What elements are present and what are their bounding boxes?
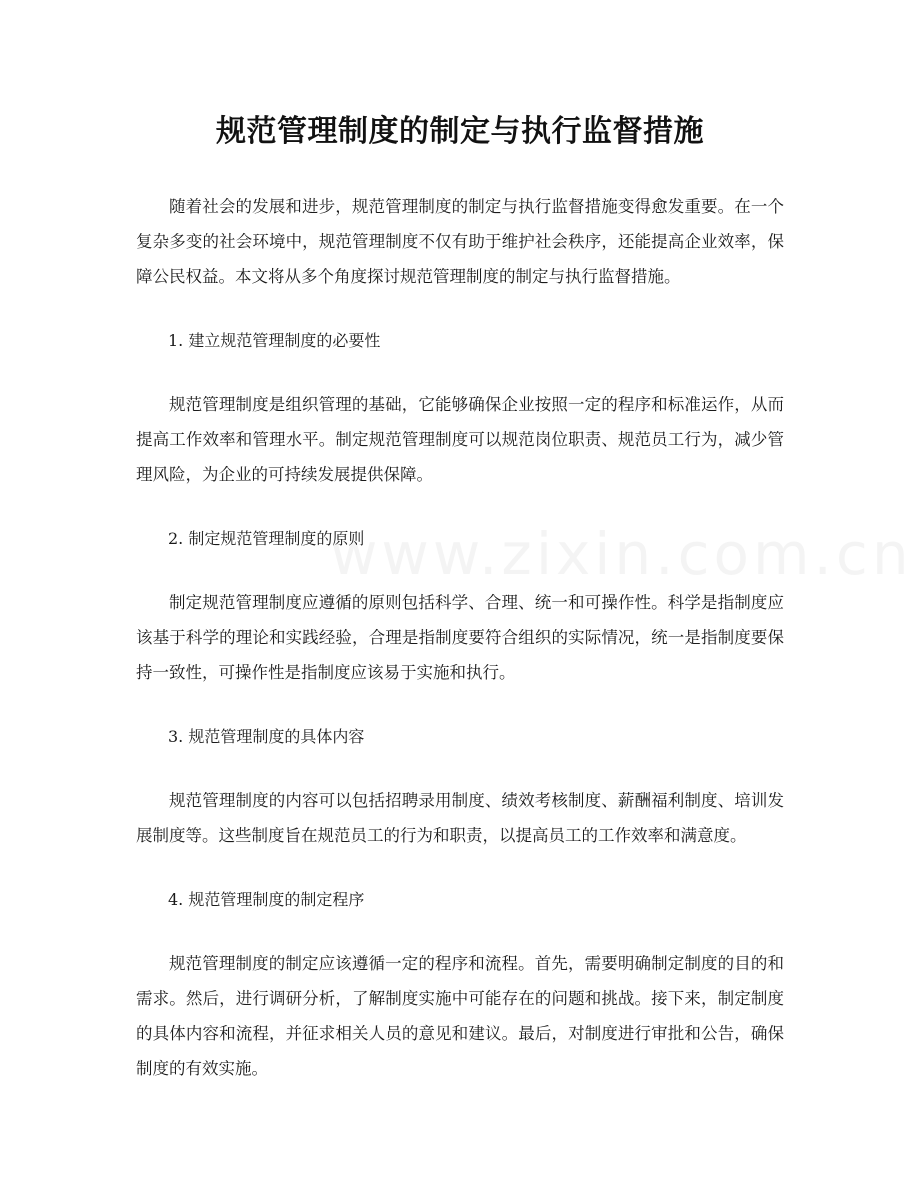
- section-body-2: 制定规范管理制度应遵循的原则包括科学、合理、统一和可操作性。科学是指制度应该基于科学的理论和实践经验，合理是指制度要符合组织的实际情况，统一是指制度要保持一致性，可操作性是指制度应该易于实施和执行。: [136, 593, 784, 682]
- section-body-3: 规范管理制度的内容可以包括招聘录用制度、绩效考核制度、薪酬福利制度、培训发展制度等。这些制度旨在规范员工的行为和职责，以提高员工的工作效率和满意度。: [136, 791, 784, 845]
- section-heading-4: 4. 规范管理制度的制定程序: [168, 890, 365, 909]
- section-body-4: 规范管理制度的制定应该遵循一定的程序和流程。首先，需要明确制定制度的目的和需求。然后，进行调研分析，了解制度实施中可能存在的问题和挑战。接下来，制定制度的具体内容和流程，并征求相关人员的意见和建议。最后，对制度进行审批和公告，确保制度的有效实施。: [136, 954, 784, 1078]
- watermark: www.zixin.com.cn: [330, 520, 913, 588]
- document-title: 规范管理制度的制定与执行监督措施: [216, 114, 704, 149]
- section-heading-2: 2. 制定规范管理制度的原则: [168, 529, 365, 548]
- document-page: [136, 104, 784, 1086]
- section-heading-1: 1. 建立规范管理制度的必要性: [168, 331, 381, 350]
- section-heading-3: 3. 规范管理制度的具体内容: [168, 727, 365, 746]
- intro-paragraph: 随着社会的发展和进步，规范管理制度的制定与执行监督措施变得愈发重要。在一个复杂多变的社会环境中，规范管理制度不仅有助于维护社会秩序，还能提高企业效率，保障公民权益。本文将从多个角度探讨规范管理制度的制定与执行监督措施。: [136, 197, 784, 286]
- section-body-1: 规范管理制度是组织管理的基础，它能够确保企业按照一定的程序和标准运作，从而提高工作效率和管理水平。制定规范管理制度可以规范岗位职责、规范员工行为，减少管理风险，为企业的可持续发展提供保障。: [136, 395, 784, 484]
